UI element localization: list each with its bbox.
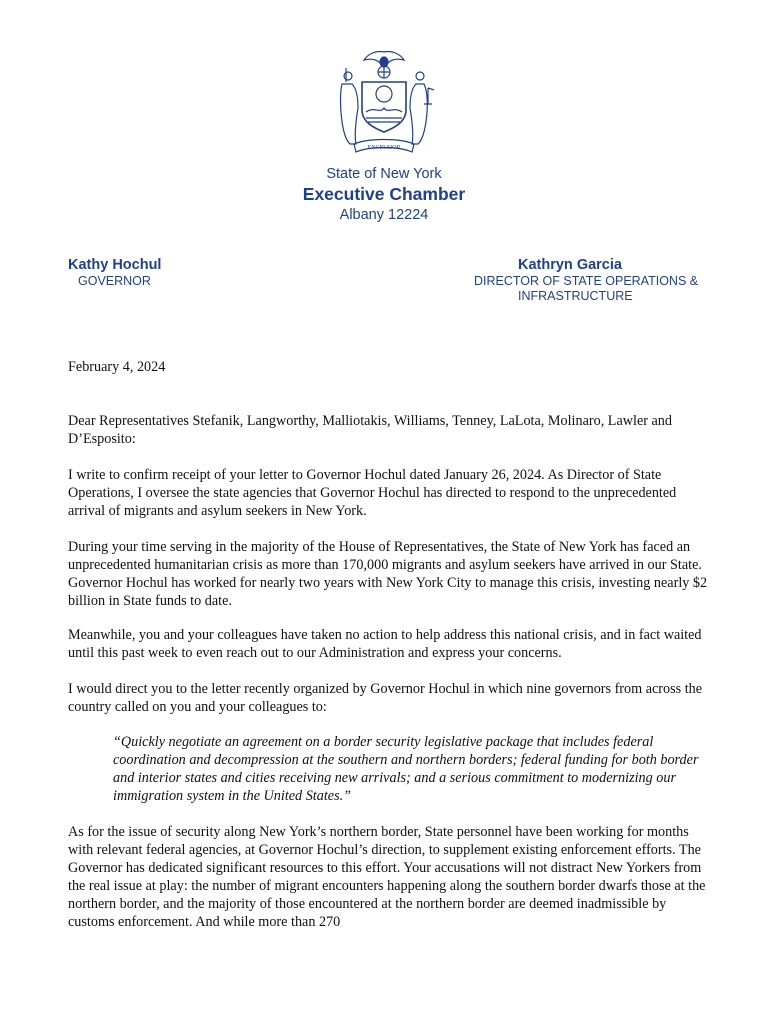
- left-signatory-name: Kathy Hochul: [68, 257, 162, 273]
- paragraph-3: Meanwhile, you and your colleagues have taken no action to help address this national crisis, and in fact waited until this past week to even reach out to our Administration and express your concerns.: [68, 627, 702, 661]
- paragraph-4: I would direct you to the letter recently organized by Governor Hochul in which nine governors from across the country called on you and your colleagues to:: [68, 681, 703, 715]
- right-signatory-title-line2: INFRASTRUCTURE: [518, 289, 633, 303]
- paragraph-2: During your time serving in the majority of the House of Representatives, the State of New York has faced an unprecedented humanitarian crisis as more than 170,000 migrants and asylum seekers have arrived in our State. Governor Hochul has worked for nearly two years with New York City to manage this crisis, investing nearly $2 billion in State funds to date.: [68, 539, 708, 609]
- paragraph-1: I write to confirm receipt of your letter to Governor Hochul dated January 26, 2024. As Director of State Operations, I oversee the state agencies that Governor Hochul has directed to respond to the unprecedented arrival of migrants and asylum seekers in New York.: [68, 467, 677, 519]
- new-york-state-seal: [324, 48, 444, 160]
- seal-motto: EXCELSIOR: [367, 145, 401, 151]
- left-signatory-title: GOVERNOR: [78, 274, 151, 288]
- right-signatory-name: Kathryn Garcia: [518, 257, 622, 273]
- letter-date: February 4, 2024: [68, 359, 166, 375]
- city-line: Albany 12224: [339, 207, 429, 223]
- salutation: Dear Representatives Stefanik, Langworthy, Malliotakis, Williams, Tenney, LaLota, Molinaro, Lawler and D’Esposito:: [68, 413, 672, 447]
- state-line: State of New York: [326, 166, 442, 182]
- right-signatory-title-line1: DIRECTOR OF STATE OPERATIONS &: [474, 274, 699, 288]
- governors-quote: “Quickly negotiate an agreement on a border security legislative package that includes federal coordination and decompression at the southern and northern borders; federal funding for both border and interior states and cities receiving new arrivals; and a serious commitment to modernizing our immigration system in the United States.”: [113, 734, 699, 804]
- paragraph-5: As for the issue of security along New York’s northern border, State personnel have been working for months with relevant federal agencies, at Governor Hochul’s direction, to supplement existing enforcement efforts. The Governor has dedicated significant resources to this effort. Your accusations will not distract New Yorkers from the real issue at play: the number of migrant encounters happening along the southern border dwarfs those at the northern border, and the majority of those encountered at the northern border are deemed inadmissible by customs enforcement. And while more than 270: [68, 824, 706, 930]
- office-line: Executive Chamber: [302, 184, 466, 204]
